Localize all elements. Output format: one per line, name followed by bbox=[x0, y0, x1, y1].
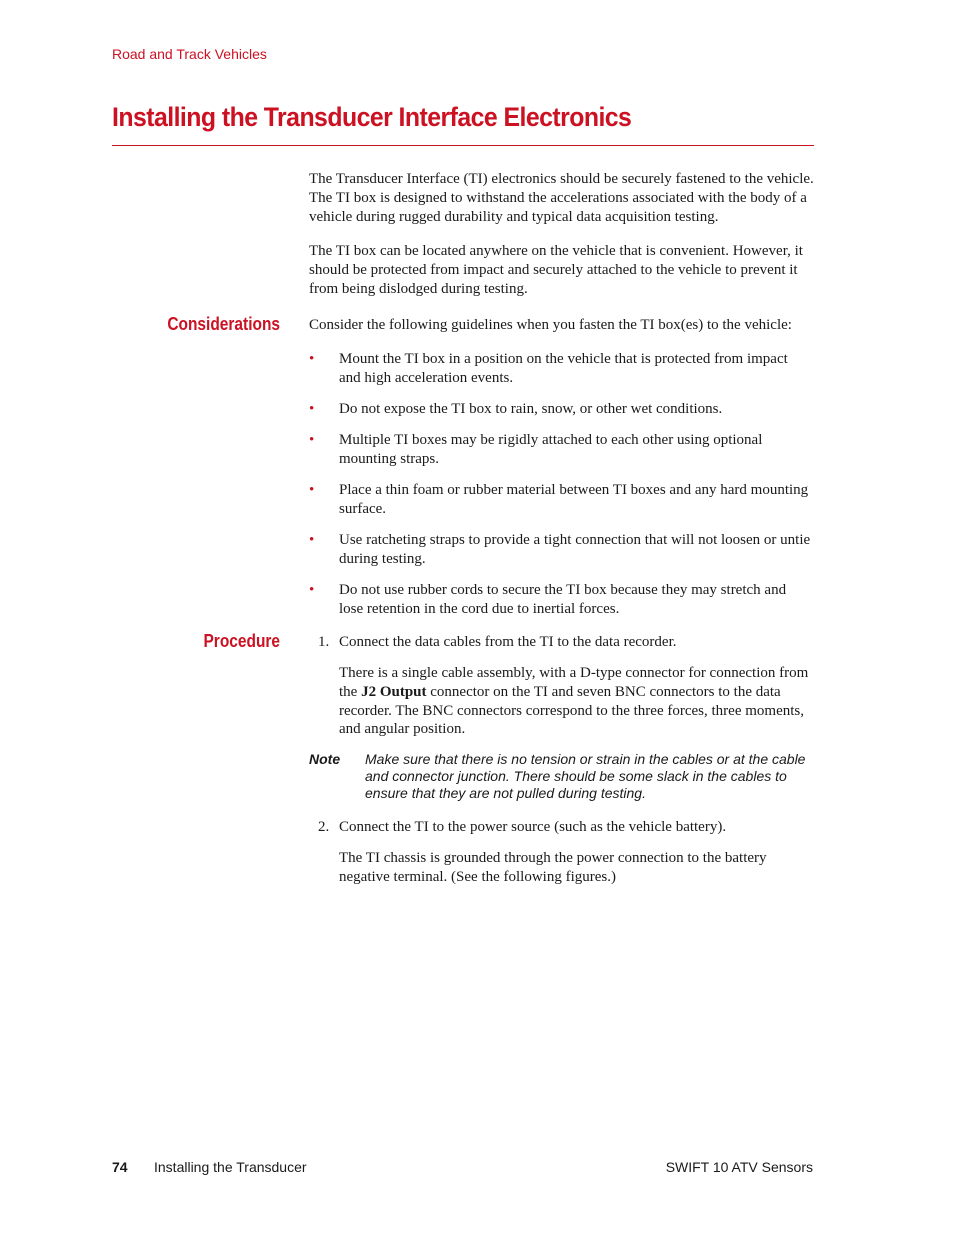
step-text: Connect the TI to the power source (such as the vehicle battery). bbox=[339, 819, 727, 835]
step-detail: The TI chassis is grounded through the power connection to the battery negative terminal. (See the following figures.) bbox=[339, 850, 767, 885]
bullet-mark: • bbox=[309, 351, 315, 367]
bullet-text: Use ratcheting straps to provide a tight connection that will not loosen or untie during testing. bbox=[339, 532, 811, 567]
note-text: Make sure that there is no tension or strain in the cables or at the cable and connector junction. There should be some slack in the cables to ensure that they are not pulled during testing. bbox=[365, 751, 806, 801]
step-number: 1. bbox=[318, 634, 330, 650]
footer-section: Installing the Transducer bbox=[154, 1159, 307, 1175]
note-label: Note bbox=[309, 751, 341, 767]
procedure-heading: Procedure bbox=[203, 631, 280, 651]
step-text: Connect the data cables from the TI to the data recorder. bbox=[339, 634, 677, 650]
bullet-mark: • bbox=[309, 432, 315, 448]
bullet-text: Do not use rubber cords to secure the TI box because they may stretch and lose retention in the cord due to inertial forces. bbox=[339, 582, 787, 617]
intro-paragraph: The TI box can be located anywhere on the vehicle that is convenient. However, it should be protected from impact and securely attached to the vehicle to prevent it from being dislodged during testing. bbox=[309, 243, 803, 297]
considerations-heading: Considerations bbox=[167, 314, 280, 334]
step-number: 2. bbox=[318, 819, 330, 835]
bullet-mark: • bbox=[309, 532, 315, 548]
bullet-mark: • bbox=[309, 482, 315, 498]
bullet-text: Do not expose the TI box to rain, snow, or other wet conditions. bbox=[339, 401, 723, 417]
bullet-text: Mount the TI box in a position on the vehicle that is protected from impact and high acceleration events. bbox=[339, 351, 788, 386]
j2-output-label: J2 Output bbox=[361, 683, 427, 700]
page-number: 74 bbox=[112, 1159, 128, 1175]
step-detail: There is a single cable assembly, with a D-type connector for connection from the J2 Output connector on the TI and seven BNC connectors to the data recorder. The BNC connectors correspond to the three forces, three moments, and angular position. bbox=[339, 665, 809, 738]
bullet-text: Multiple TI boxes may be rigidly attached to each other using optional mounting straps. bbox=[339, 432, 763, 467]
page-title: Installing the Transducer Interface Electronics bbox=[112, 102, 632, 132]
running-head: Road and Track Vehicles bbox=[112, 46, 267, 62]
title-rule bbox=[112, 145, 814, 146]
bullet-mark: • bbox=[309, 401, 315, 417]
considerations-lead: Consider the following guidelines when you fasten the TI box(es) to the vehicle: bbox=[309, 317, 792, 333]
intro-paragraph: The Transducer Interface (TI) electronics should be securely fastened to the vehicle. The TI box is designed to withstand the accelerations associated with the body of a vehicle during rugged durability and typical data acquisition testing. bbox=[309, 171, 814, 225]
bullet-mark: • bbox=[309, 582, 315, 598]
footer-product: SWIFT 10 ATV Sensors bbox=[665, 1159, 813, 1175]
bullet-text: Place a thin foam or rubber material between TI boxes and any hard mounting surface. bbox=[339, 482, 809, 517]
